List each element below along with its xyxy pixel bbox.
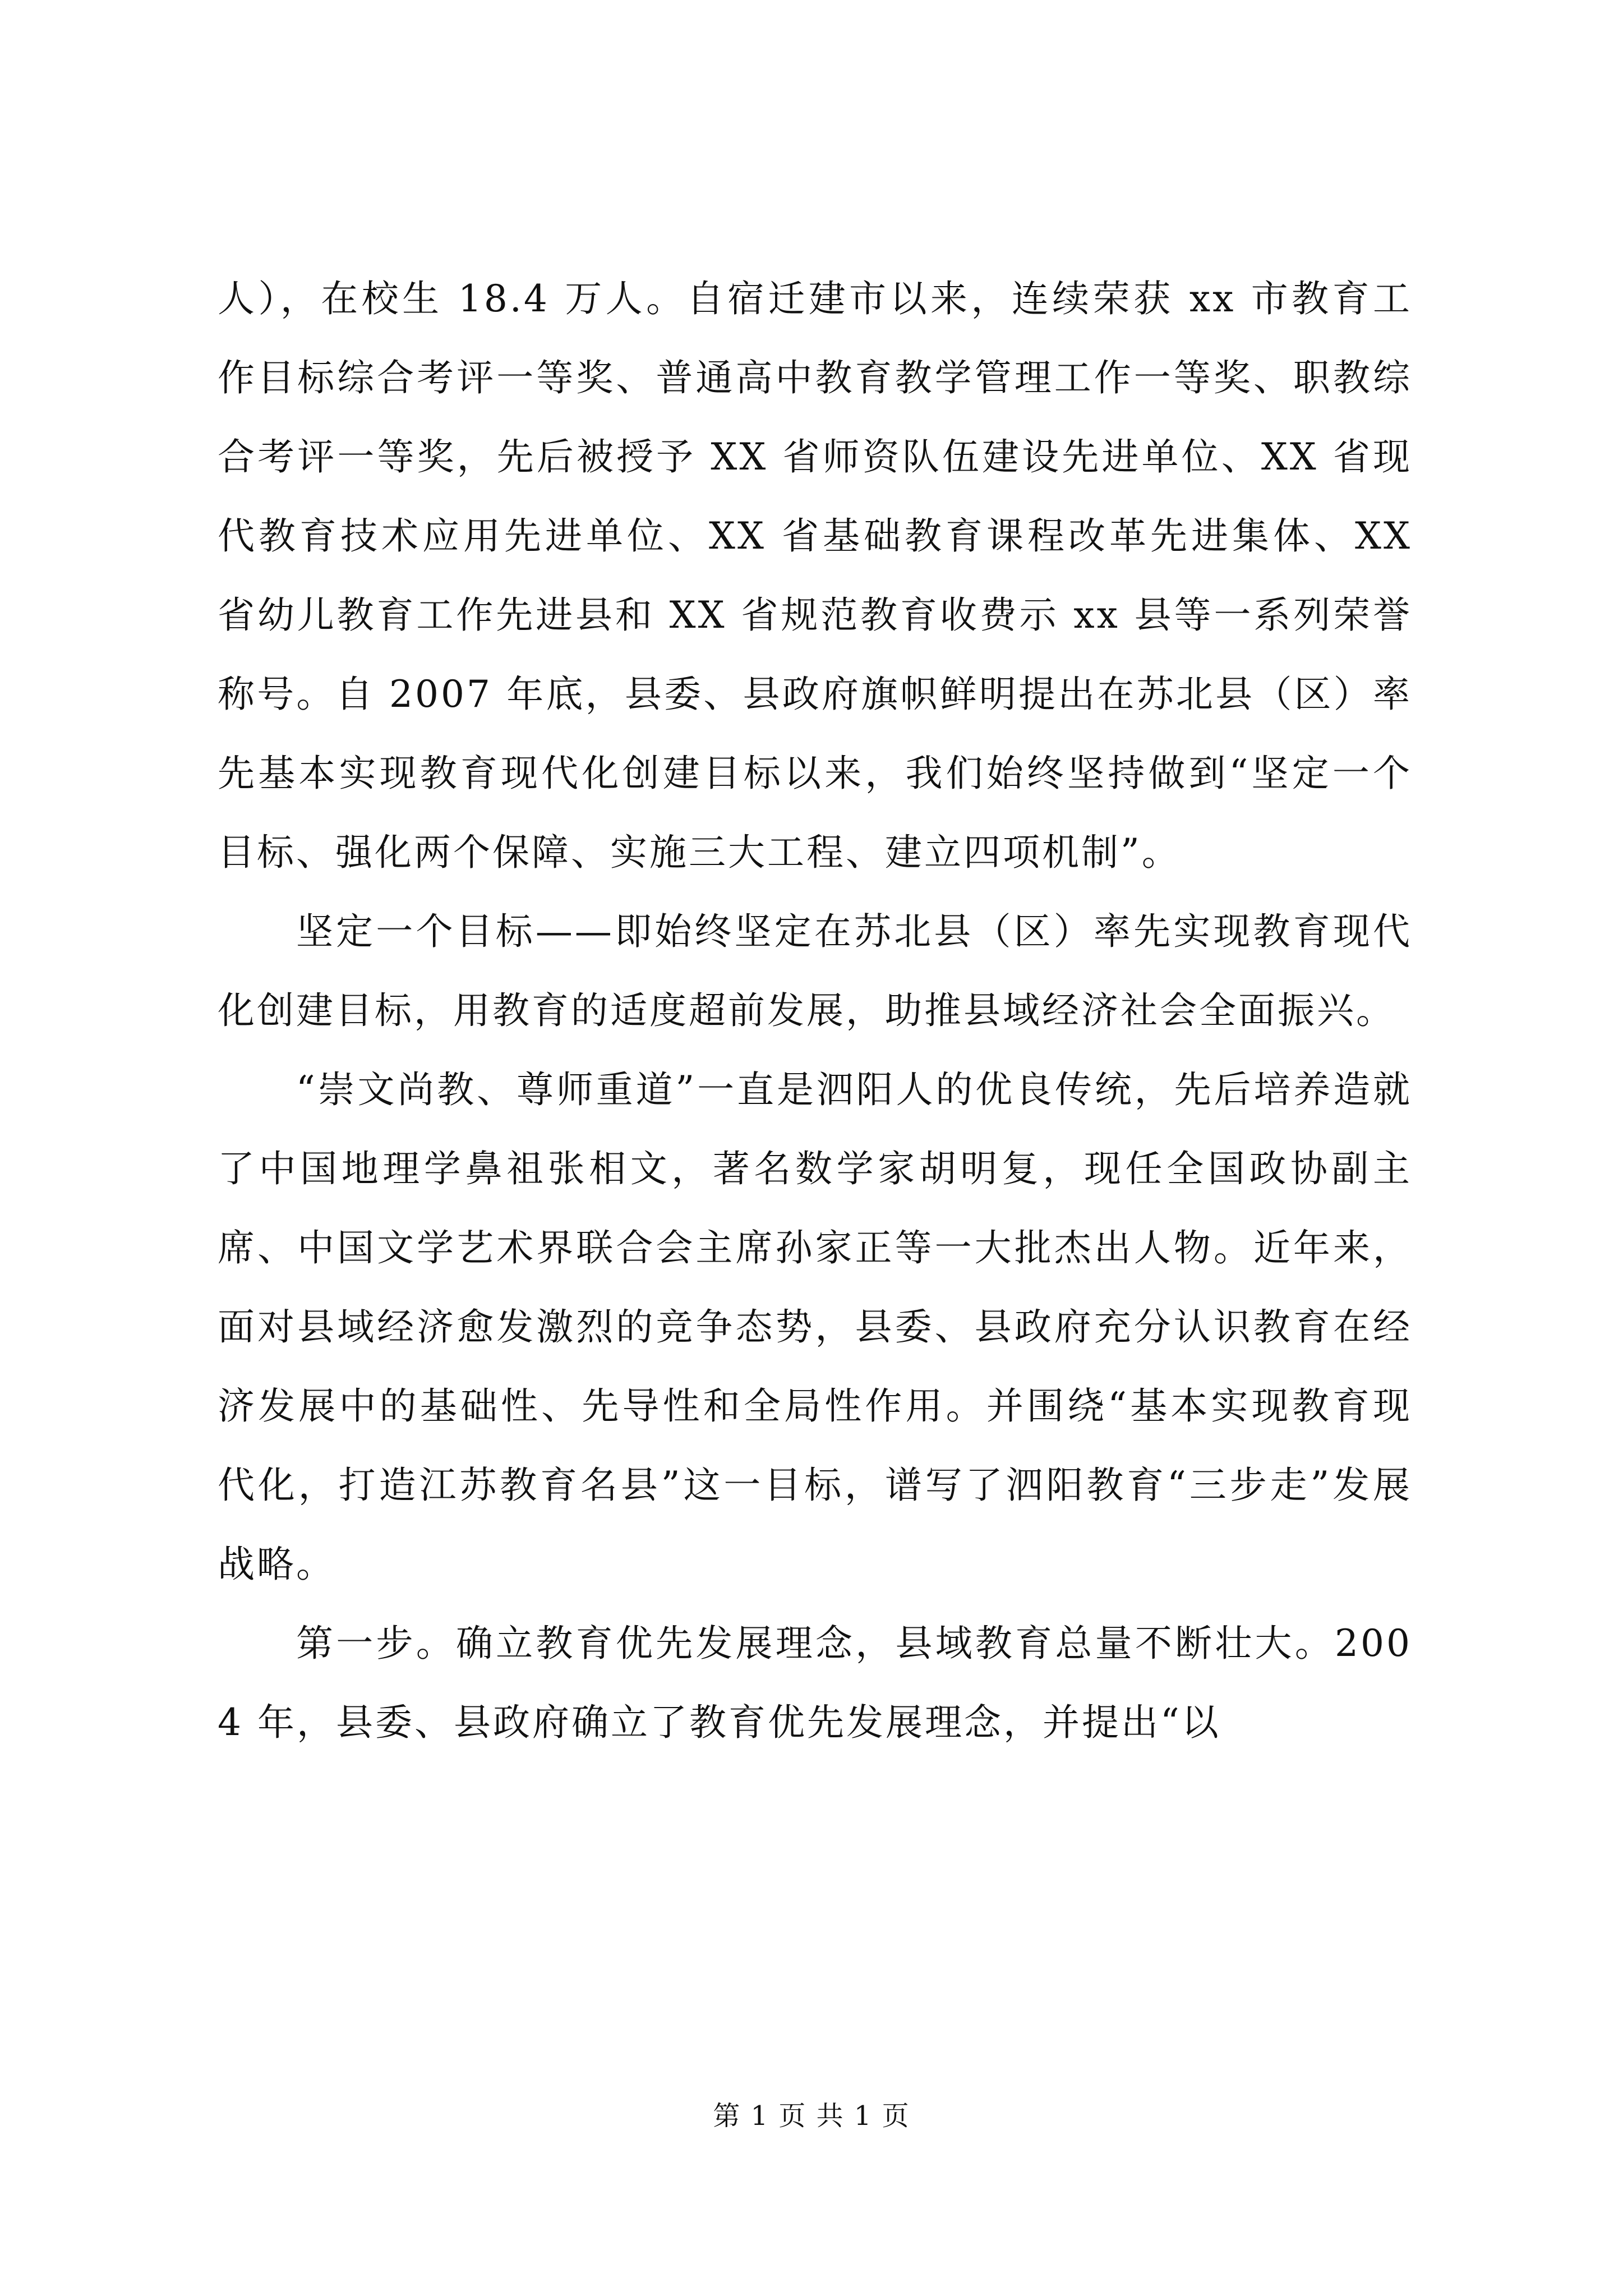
paragraph-1: 人），在校生 18.4 万人。自宿迁建市以来，连续荣获 xx 市教育工作目标综合考评一等奖、普通高中教育教学管理工作一等奖、职教综合考评一等奖，先后被授予 XX 省师资队伍建设先进单位、XX 省现代教育技术应用先进单位、XX 省基础教育课程改革先进集体、XX 省幼儿教育工作先进县和 XX 省规范教育收费示 xx 县等一系列荣誉称号。自 2007 年底，县委、县政府旗帜鲜明提出在苏北县（区）率先基本实现教育现代化创建目标以来，我们始终坚持做到“坚定一个目标、强化两个保障、实施三大工程、建立四项机制”。	[218, 277, 1412, 874]
paragraph-3: “崇文尚教、尊师重道”一直是泗阳人的优良传统，先后培养造就了中国地理学鼻祖张相文，著名数学家胡明复，现任全国政协副主席、中国文学艺术界联合会主席孙家正等一大批杰出人物。近年来，面对县域经济愈发激烈的竞争态势，县委、县政府充分认识教育在经济发展中的基础性、先导性和全局性作用。并围绕“基本实现教育现代化，打造江苏教育名县”这一目标，谱写了泗阳教育“三步走”发展战略。	[218, 1068, 1412, 1586]
document-body	[218, 259, 1412, 1762]
paragraph-2: 坚定一个目标——即始终坚定在苏北县（区）率先实现教育现代化创建目标，用教育的适度超前发展，助推县域经济社会全面振兴。	[218, 910, 1412, 1032]
page-number-footer: 第 1 页 共 1 页	[713, 2100, 910, 2132]
paragraph-4: 第一步。确立教育优先发展理念，县域教育总量不断壮大。2004 年，县委、县政府确立了教育优先发展理念，并提出“以	[218, 1622, 1412, 1744]
